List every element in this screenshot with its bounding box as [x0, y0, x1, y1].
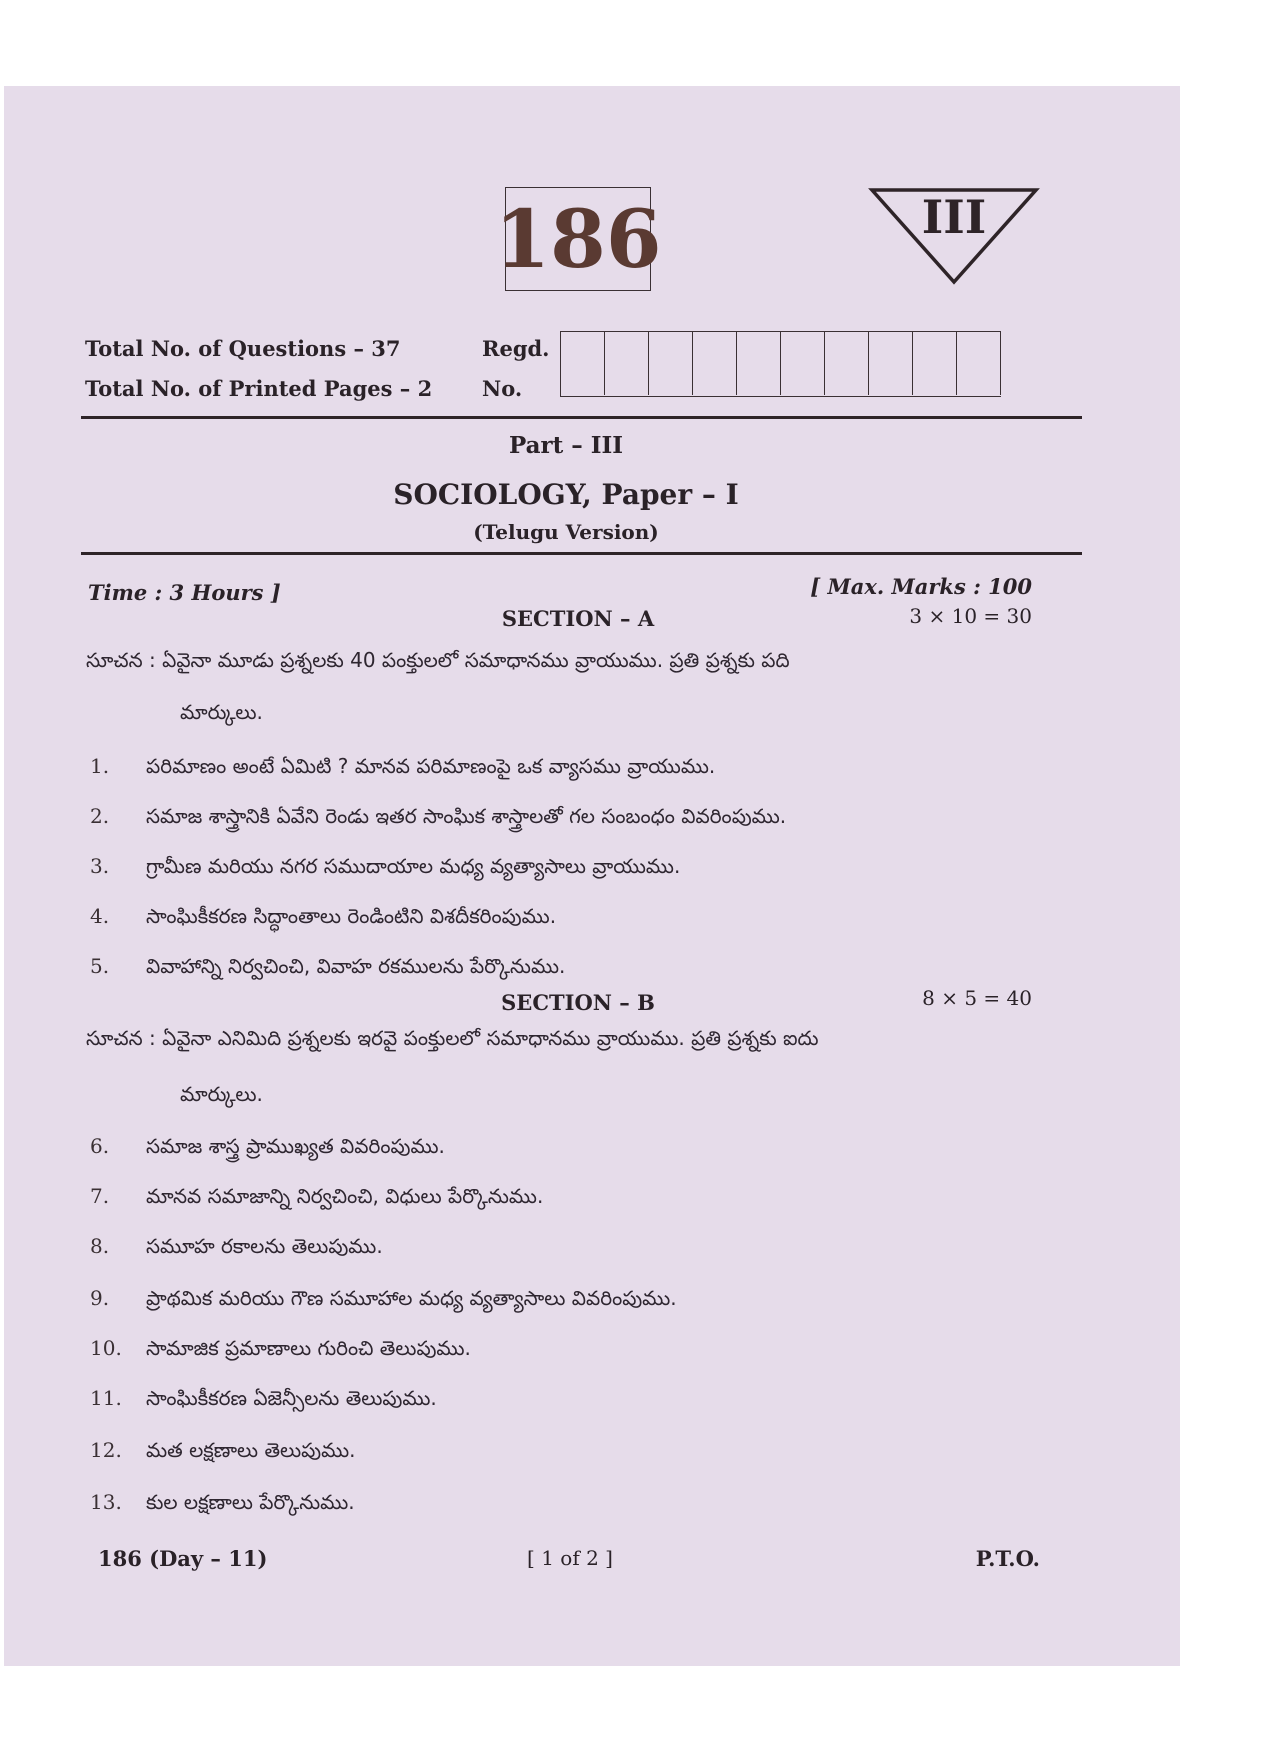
question-text: సమాజ శాస్త్ర ప్రాముఖ్యత వివరింపుము.: [146, 1134, 445, 1158]
question-text: వివాహాన్ని నిర్వచించి, వివాహ రకములను పేర్కొనుము.: [146, 954, 566, 978]
question-item: [90, 904, 556, 934]
question-number: 12.: [90, 1438, 122, 1462]
section-a-note-cont: మార్కులు.: [180, 700, 263, 724]
question-number: 4.: [90, 904, 110, 928]
question-number: 10.: [90, 1336, 122, 1360]
question-text: మానవ సమాజాన్ని నిర్వచించి, విధులు పేర్కొనుము.: [146, 1184, 544, 1208]
section-b-heading: SECTION – B: [501, 990, 655, 1015]
section-a-heading: SECTION – A: [501, 606, 655, 631]
reg-digit-box[interactable]: [825, 332, 869, 395]
section-a-marks: 3 × 10 = 30: [909, 604, 1032, 628]
total-pages: Total No. of Printed Pages – 2: [85, 376, 433, 401]
question-text: గ్రామీణ మరియు నగర సముదాయాల మధ్య వ్యత్యాసాలు వ్రాయుము.: [146, 854, 681, 878]
question-number: 11.: [90, 1386, 122, 1410]
question-text: సమూహ రకాలను తెలుపుము.: [146, 1234, 383, 1258]
question-number: 5.: [90, 954, 110, 978]
subject-title: SOCIOLOGY, Paper – I: [393, 478, 739, 511]
question-item: [90, 1490, 355, 1520]
question-item: [90, 954, 565, 984]
question-item: [90, 804, 786, 834]
footer-pto: P.T.O.: [975, 1546, 1040, 1571]
question-text: పరిమాణం అంటే ఏమిటి ? మానవ పరిమాణంపై ఒక వ్యాసము వ్రాయుము.: [146, 754, 716, 778]
question-item: [90, 1438, 356, 1468]
question-item: [90, 854, 680, 884]
question-item: [90, 1184, 543, 1214]
question-text: సామాజిక ప్రమాణాలు గురించి తెలుపుము.: [146, 1336, 471, 1360]
reg-digit-box[interactable]: [957, 332, 1001, 395]
section-b-marks: 8 × 5 = 40: [922, 986, 1032, 1010]
reg-digit-box[interactable]: [693, 332, 737, 395]
reg-digit-box[interactable]: [781, 332, 825, 395]
question-number: 9.: [90, 1286, 110, 1310]
question-item: [90, 1336, 471, 1366]
total-questions: Total No. of Questions – 37: [85, 336, 401, 361]
question-number: 6.: [90, 1134, 110, 1158]
level-roman: III: [921, 190, 987, 244]
regd-label: Regd.: [482, 336, 550, 361]
reg-digit-box[interactable]: [649, 332, 693, 395]
reg-digit-box[interactable]: [605, 332, 649, 395]
reg-digit-box[interactable]: [913, 332, 957, 395]
question-text: కుల లక్షణాలు పేర్కొనుము.: [146, 1490, 355, 1514]
question-item: [90, 1286, 677, 1316]
reg-digit-box[interactable]: [737, 332, 781, 395]
section-b-note: సూచన : ఏవైనా ఎనిమిది ప్రశ్నలకు ఇరవై పంక్తులలో సమాధానము వ్రాయుము. ప్రతి ప్రశ్నకు ఐదు: [86, 1026, 819, 1050]
paper-code-box: 186: [505, 187, 651, 291]
time-label: Time : 3 Hours ]: [88, 580, 281, 605]
registration-number-boxes[interactable]: [560, 331, 1001, 397]
question-item: [90, 1386, 437, 1416]
part-label: Part – III: [508, 432, 624, 459]
bleed-through-text: [1050, 190, 1055, 209]
question-number: 1.: [90, 754, 110, 778]
question-item: [90, 1134, 445, 1164]
question-number: 8.: [90, 1234, 110, 1258]
reg-digit-box[interactable]: [869, 332, 913, 395]
question-text: సమాజ శాస్త్రానికి ఏవేని రెండు ఇతర సాంఘిక శాస్త్రాలతో గల సంబంధం వివరింపుము.: [146, 804, 787, 828]
question-number: 13.: [90, 1490, 122, 1514]
question-text: ప్రాథమిక మరియు గౌణ సమూహాల మధ్య వ్యత్యాసాలు వివరింపుము.: [146, 1286, 677, 1310]
max-marks-label: [ Max. Marks : 100: [810, 574, 1032, 599]
question-text: మత లక్షణాలు తెలుపుము.: [146, 1438, 356, 1462]
question-item: [90, 754, 715, 784]
question-text: సాంఘికీకరణ ఏజెన్సీలను తెలుపుము.: [146, 1386, 437, 1410]
section-b-note-cont: మార్కులు.: [180, 1082, 263, 1106]
section-a-note: సూచన : ఏవైనా మూడు ప్రశ్నలకు 40 పంక్తులలో సమాధానము వ్రాయుము. ప్రతి ప్రశ్నకు పది: [86, 648, 790, 672]
question-number: 2.: [90, 804, 110, 828]
regd-no-label: No.: [482, 376, 523, 401]
footer-code-day: 186 (Day – 11): [98, 1546, 268, 1571]
version-label: (Telugu Version): [473, 520, 659, 544]
question-number: 7.: [90, 1184, 110, 1208]
reg-digit-box[interactable]: [561, 332, 605, 395]
question-text: సాంఘికీకరణ సిద్ధాంతాలు రెండింటిని విశదీకరింపుము.: [146, 904, 557, 928]
question-number: 3.: [90, 854, 110, 878]
header-divider: [81, 416, 1082, 419]
question-item: [90, 1234, 383, 1264]
footer-page-number: [ 1 of 2 ]: [527, 1546, 613, 1570]
title-divider: [81, 552, 1082, 555]
